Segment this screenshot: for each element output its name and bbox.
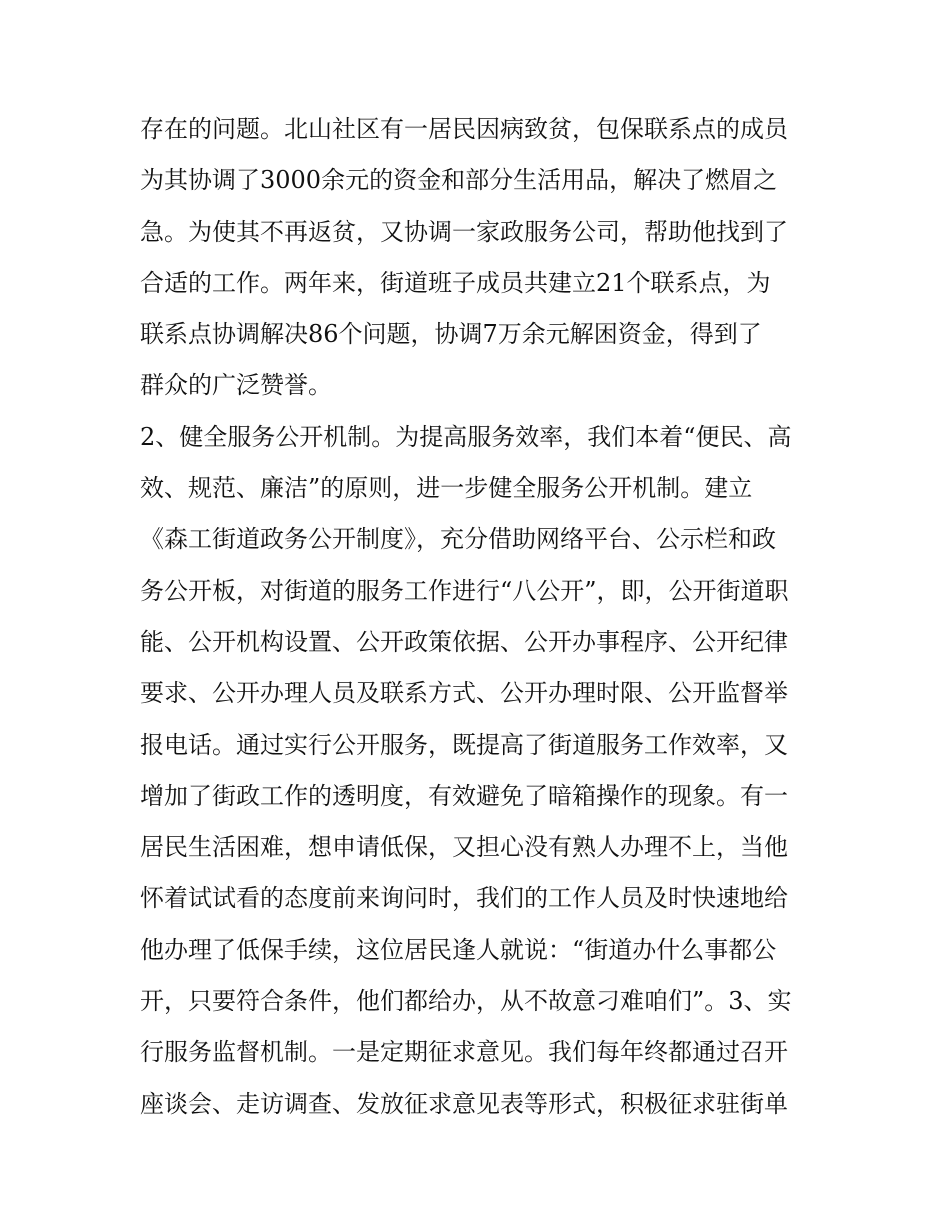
text-line: 合适的工作。两年来，街道班子成员共建立21个联系点，为 <box>140 268 771 297</box>
text-line: 他办理了低保手续，这位居民逢人就说：“街道办什么事都公 <box>140 935 777 964</box>
text-line: 2、健全服务公开机制。为提高服务效率，我们本着“便民、高 <box>140 422 792 451</box>
body-text <box>140 104 820 1130</box>
text-line: 群众的广泛赞誉。 <box>140 371 332 400</box>
text-line: 开，只要符合条件，他们都给办，从不故意刁难咱们”。3、实 <box>140 987 792 1016</box>
text-line: 居民生活困难，想申请低保，又担心没有熟人办理不上，当他 <box>140 833 788 862</box>
text-line: 能、公开机构设置、公开政策依据、公开办事程序、公开纪律 <box>140 627 788 656</box>
text-line: 座谈会、走访调查、发放征求意见表等形式，积极征求驻街单 <box>140 1089 788 1118</box>
text-line: 报电话。通过实行公开服务，既提高了街道服务工作效率，又 <box>140 730 788 759</box>
text-line: 行服务监督机制。一是定期征求意见。我们每年终都通过召开 <box>140 1038 788 1067</box>
text-line: 存在的问题。北山社区有一居民因病致贫，包保联系点的成员 <box>140 115 788 143</box>
text-line: 务公开板，对街道的服务工作进行“八公开”，即，公开街道职 <box>140 576 789 605</box>
text-line: 为其协调了3000余元的资金和部分生活用品，解决了燃眉之 <box>140 166 778 195</box>
text-line: 效、规范、廉洁”的原则，进一步健全服务公开机制。建立 <box>140 474 753 503</box>
text-line: 增加了街政工作的透明度，有效避免了暗箱操作的现象。有一 <box>140 781 788 810</box>
text-line: 急。为使其不再返贫，又协调一家政服务公司，帮助他找到了 <box>140 217 788 246</box>
text-line: 联系点协调解决86个问题，协调7万余元解困资金，得到了 <box>140 320 762 349</box>
text-line: 《森工街道政务公开制度》，充分借助网络平台、公示栏和政 <box>140 525 776 554</box>
text-line: 要求、公开办理人员及联系方式、公开办理时限、公开监督举 <box>140 679 788 708</box>
text-line: 怀着试试看的态度前来询问时，我们的工作人员及时快速地给 <box>140 884 788 913</box>
